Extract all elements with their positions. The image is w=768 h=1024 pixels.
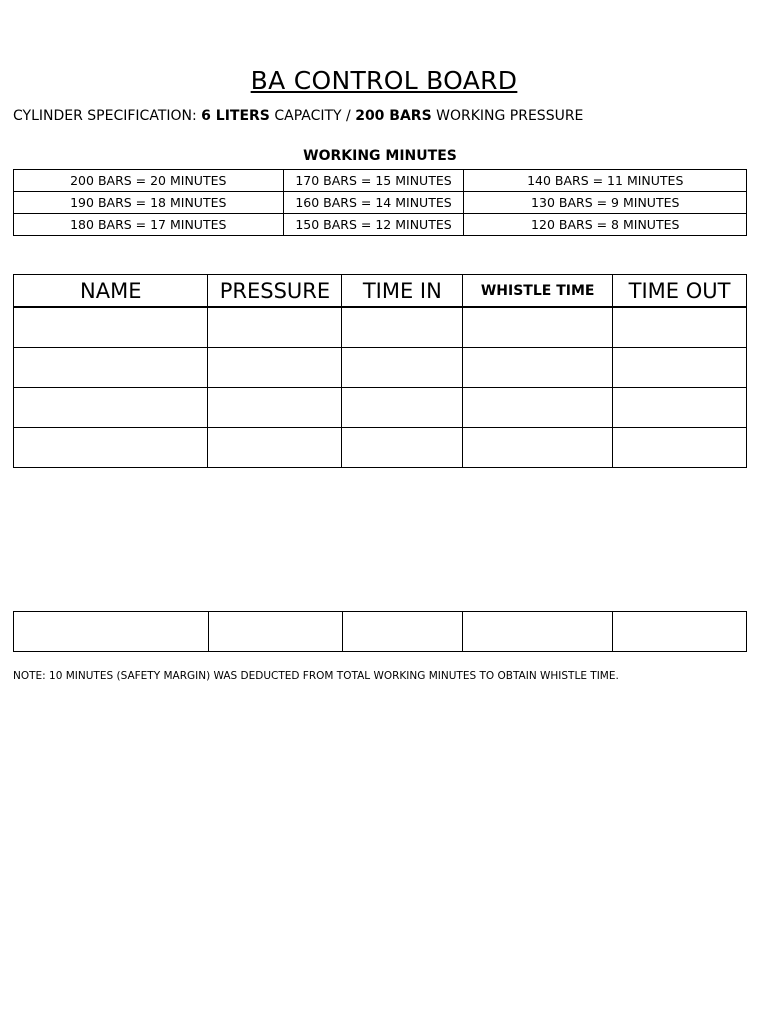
pressure-cell[interactable] <box>208 388 342 428</box>
whistle-time-cell[interactable] <box>463 388 613 428</box>
header-whistle-time: WHISTLE TIME <box>463 275 613 308</box>
minutes-cell: 170 BARS = 15 MINUTES <box>283 170 464 192</box>
log-header-row <box>14 275 747 308</box>
whistle-time-cell[interactable] <box>463 612 613 652</box>
spec-prefix: CYLINDER SPECIFICATION: <box>13 108 202 124</box>
time-in-cell[interactable] <box>342 428 463 468</box>
minutes-cell: 180 BARS = 17 MINUTES <box>14 214 284 236</box>
time-out-cell[interactable] <box>613 348 747 388</box>
time-in-cell[interactable] <box>342 348 463 388</box>
table-row <box>14 307 747 348</box>
spec-capacity-value: 6 LITERS <box>201 108 270 124</box>
name-cell[interactable] <box>14 428 208 468</box>
minutes-cell: 190 BARS = 18 MINUTES <box>14 192 284 214</box>
whistle-time-cell[interactable] <box>463 348 613 388</box>
extra-log-row-table <box>13 611 747 652</box>
name-cell[interactable] <box>14 388 208 428</box>
table-row <box>14 192 747 214</box>
pressure-cell[interactable] <box>208 612 342 652</box>
working-minutes-title: WORKING MINUTES <box>303 148 457 164</box>
minutes-cell: 200 BARS = 20 MINUTES <box>14 170 284 192</box>
header-time-out: TIME OUT <box>613 275 747 308</box>
time-out-cell[interactable] <box>613 388 747 428</box>
table-row <box>14 170 747 192</box>
spec-capacity-label: CAPACITY / <box>269 108 356 124</box>
pressure-cell[interactable] <box>208 348 342 388</box>
time-out-cell[interactable] <box>613 428 747 468</box>
minutes-cell: 130 BARS = 9 MINUTES <box>464 192 747 214</box>
table-row <box>14 428 747 468</box>
pressure-cell[interactable] <box>208 428 342 468</box>
header-pressure: PRESSURE <box>208 275 342 308</box>
time-in-cell[interactable] <box>342 307 463 348</box>
minutes-cell: 160 BARS = 14 MINUTES <box>283 192 464 214</box>
table-row <box>14 214 747 236</box>
whistle-time-cell[interactable] <box>463 428 613 468</box>
name-cell[interactable] <box>14 612 209 652</box>
spec-pressure-value: 200 BARS <box>355 108 432 124</box>
name-cell[interactable] <box>14 307 208 348</box>
cylinder-specification <box>13 108 583 124</box>
header-name: NAME <box>14 275 208 308</box>
pressure-cell[interactable] <box>208 307 342 348</box>
table-row <box>14 348 747 388</box>
table-row <box>14 612 747 652</box>
working-minutes-table <box>13 169 747 236</box>
minutes-cell: 150 BARS = 12 MINUTES <box>283 214 464 236</box>
name-cell[interactable] <box>14 348 208 388</box>
header-time-in: TIME IN <box>342 275 463 308</box>
table-row <box>14 388 747 428</box>
safety-margin-note: NOTE: 10 MINUTES (SAFETY MARGIN) WAS DEDUCTED FROM TOTAL WORKING MINUTES TO OBTAIN WHISTLE TIME. <box>13 670 619 682</box>
minutes-cell: 120 BARS = 8 MINUTES <box>464 214 747 236</box>
page-title: BA CONTROL BOARD <box>250 66 518 95</box>
time-out-cell[interactable] <box>613 307 747 348</box>
time-in-cell[interactable] <box>342 612 463 652</box>
time-out-cell[interactable] <box>613 612 747 652</box>
whistle-time-cell[interactable] <box>463 307 613 348</box>
minutes-cell: 140 BARS = 11 MINUTES <box>464 170 747 192</box>
time-in-cell[interactable] <box>342 388 463 428</box>
spec-pressure-label: WORKING PRESSURE <box>431 108 584 124</box>
ba-log-table <box>13 274 747 468</box>
